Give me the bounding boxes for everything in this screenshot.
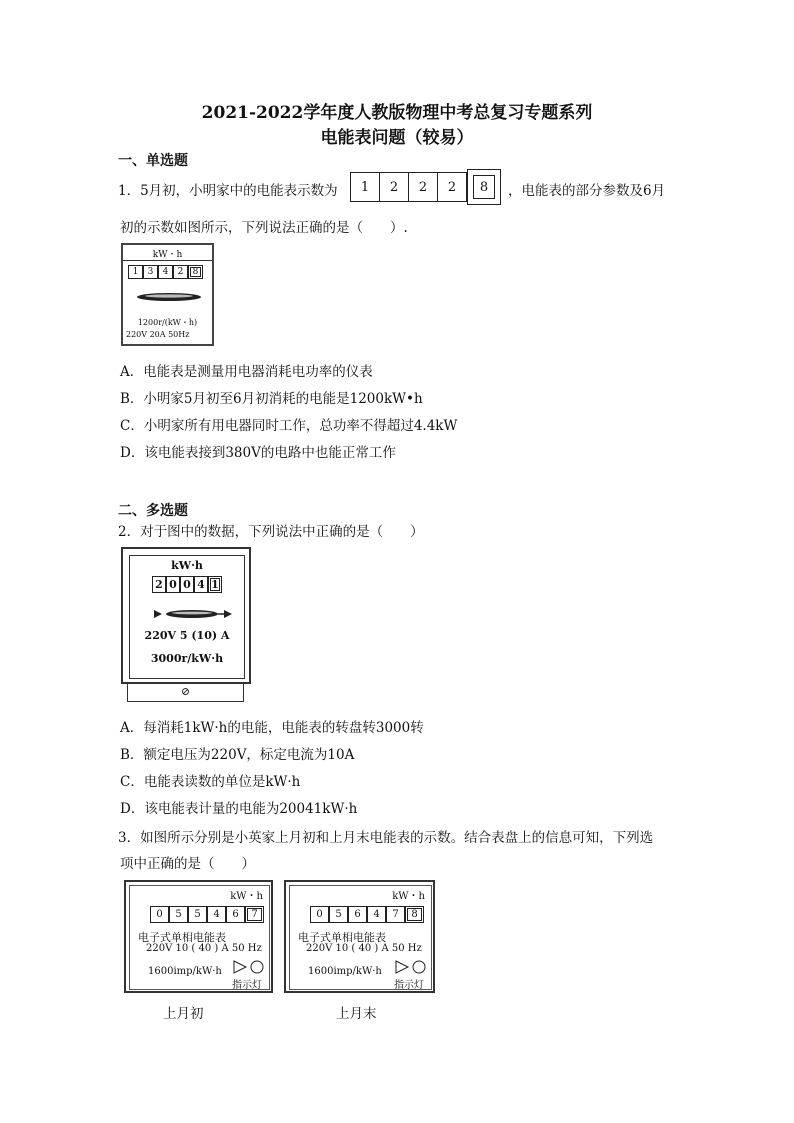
q3-stem-a: 3．如图所示分别是小英家上月初和上月末电能表的示数。结合表盘上的信息可知，下列选 xyxy=(118,830,654,846)
indicator-lamp-icon xyxy=(232,960,266,974)
q3-meter-spec: 220V 10 ( 40 ) A 50 Hz xyxy=(306,943,422,954)
q1-inline-reading xyxy=(350,172,505,204)
meter-digit: 4 xyxy=(158,265,173,279)
meter-digit: 2 xyxy=(152,576,166,593)
q1-digit: 2 xyxy=(379,172,409,202)
meter-disc-icon xyxy=(133,290,205,304)
meter-digit: 0 xyxy=(166,576,180,593)
q3-meter-imp: 1600imp/kW·h xyxy=(308,966,382,977)
q3-meter-lamp: 指示灯 xyxy=(232,980,262,991)
q2-option-c: C．电能表读数的单位是kW·h xyxy=(120,774,301,790)
q1-option-a: A．电能表是测量用电器消耗电功率的仪表 xyxy=(120,364,373,380)
q1-meter-spec: 220V 20A 50Hz xyxy=(126,330,190,339)
q1-digit: 2 xyxy=(408,172,438,202)
q1-meter-figure xyxy=(121,243,214,346)
q2-stem: 2．对于图中的数据，下列说法中正确的是（ ） xyxy=(118,524,424,540)
q3-meter-end xyxy=(284,880,435,993)
q1-option-c: C．小明家所有用电器同时工作，总功率不得超过4.4kW xyxy=(120,418,458,434)
q3-caption-start: 上月初 xyxy=(163,1006,204,1022)
meter-digit: 1 xyxy=(128,265,143,279)
q1-stem-c: 初的示数如图所示，下列说法正确的是（ ）. xyxy=(120,220,408,236)
q1-meter-rev: 1200r/(kW・h) xyxy=(137,318,198,327)
doc-subtitle: 电能表问题（较易） xyxy=(320,128,474,148)
q2-meter-figure xyxy=(121,547,251,684)
doc-title: 2021-2022学年度人教版物理中考总复习专题系列 xyxy=(201,103,593,123)
q3-meter-imp: 1600imp/kW·h xyxy=(148,966,222,977)
q1-option-d: D．该电能表接到380V的电路中也能正常工作 xyxy=(120,445,396,461)
q1-digit-last: 8 xyxy=(467,169,501,205)
meter-digit: 6 xyxy=(226,906,245,923)
meter-digit: 3 xyxy=(143,265,158,279)
q1-stem-b: ，电能表的部分参数及6月 xyxy=(508,183,666,199)
q3-meter-spec: 220V 10 ( 40 ) A 50 Hz xyxy=(146,943,262,954)
q3-meter-start xyxy=(124,880,273,993)
meter-digit: 1 xyxy=(208,576,222,593)
q3-meter-digits xyxy=(310,906,424,923)
q3-meter-name: 电子式单相电能表 xyxy=(298,931,386,944)
q3-meter-unit: kW・h xyxy=(392,891,425,902)
q2-meter-digits xyxy=(152,576,222,593)
meter-digit: 0 xyxy=(150,906,169,923)
meter-digit: 0 xyxy=(310,906,329,923)
q2-meter-spec: 220V 5 (10) A xyxy=(144,629,230,642)
meter-disc-icon xyxy=(152,608,232,620)
meter-digit: 4 xyxy=(194,576,208,593)
q2-meter-face xyxy=(129,555,245,679)
q1-digit: 2 xyxy=(437,172,467,202)
q2-option-d: D．该电能表计量的电能为20041kW·h xyxy=(120,801,358,817)
q2-meter-base xyxy=(127,683,244,702)
q3-meter-unit: kW・h xyxy=(230,891,263,902)
meter-digit: 0 xyxy=(180,576,194,593)
q2-meter-unit: kW·h xyxy=(171,559,203,572)
q1-meter-digits xyxy=(128,265,203,279)
meter-digit: 5 xyxy=(329,906,348,923)
q3-stem-b: 项中正确的是（ ） xyxy=(120,856,255,872)
q1-meter-unit: kW・h xyxy=(123,247,212,261)
q1-option-b: B．小明家5月初至6月初消耗的电能是1200kW•h xyxy=(120,391,423,407)
meter-digit: 4 xyxy=(367,906,386,923)
q3-caption-end: 上月末 xyxy=(336,1006,377,1022)
q2-meter-rev: 3000r/kW·h xyxy=(150,652,224,665)
meter-digit: 7 xyxy=(386,906,405,923)
meter-digit: 6 xyxy=(348,906,367,923)
meter-digit: 8 xyxy=(405,906,424,923)
screw-icon: ⊘ xyxy=(180,685,191,698)
meter-digit: 4 xyxy=(207,906,226,923)
meter-digit: 2 xyxy=(173,265,188,279)
meter-digit: 5 xyxy=(188,906,207,923)
meter-digit: 5 xyxy=(169,906,188,923)
q3-meter-lamp: 指示灯 xyxy=(394,980,424,991)
indicator-lamp-icon xyxy=(394,960,428,974)
meter-digit: 7 xyxy=(245,906,264,923)
q3-meter-name: 电子式单相电能表 xyxy=(138,931,226,944)
meter-digit: 8 xyxy=(188,265,203,279)
section-single-choice: 一、单选题 xyxy=(118,153,188,169)
section-multiple-choice: 二、多选题 xyxy=(118,503,188,519)
q1-stem-a: 1．5月初，小明家中的电能表示数为 xyxy=(118,183,338,199)
q3-meter-digits xyxy=(150,906,264,923)
q2-option-b: B．额定电压为220V，标定电流为10A xyxy=(120,747,355,763)
q1-digit: 1 xyxy=(350,172,380,202)
q2-option-a: A．每消耗1kW·h的电能，电能表的转盘转3000转 xyxy=(120,720,424,736)
